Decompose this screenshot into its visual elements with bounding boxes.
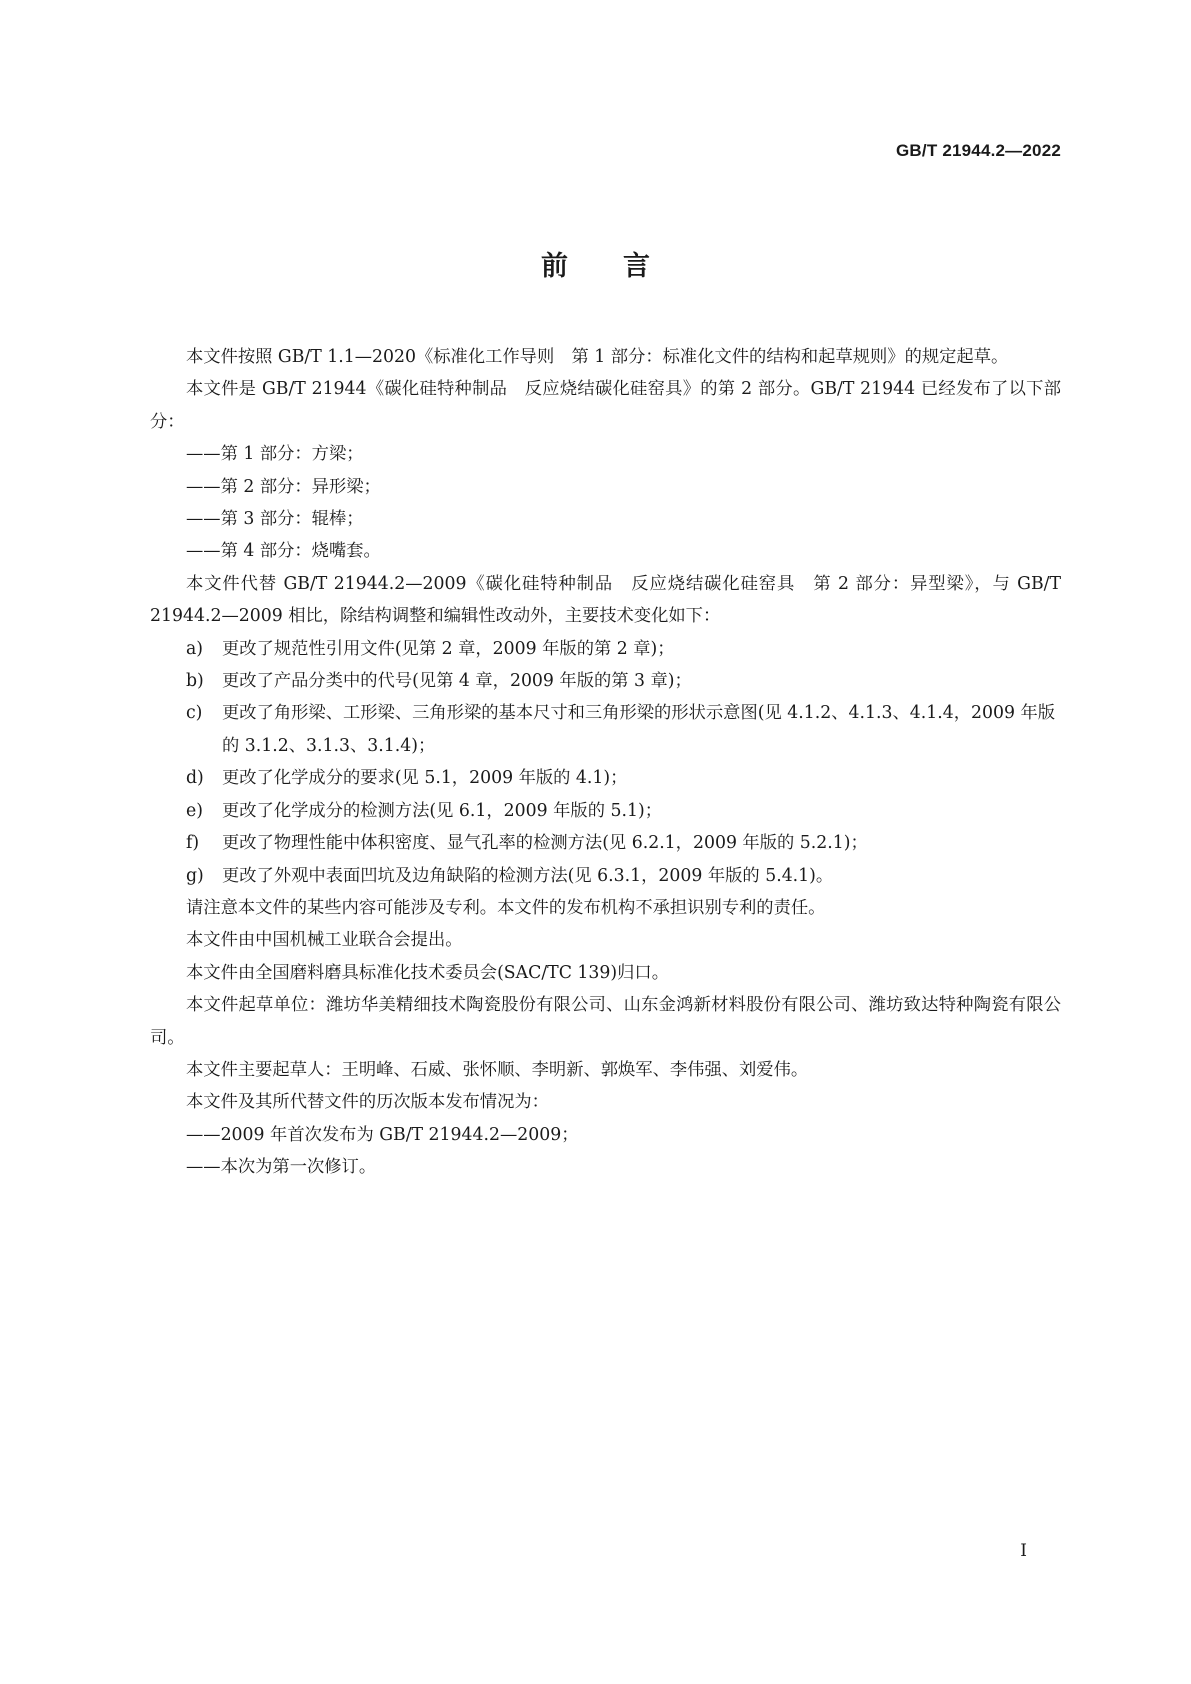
list-text: 更改了化学成分的要求(见 5.1，2009 年版的 4.1)； [222, 768, 628, 789]
list-item-part: ——第 1 部分：方梁； [186, 444, 364, 465]
list-item-history: ——本次为第一次修订。 [186, 1157, 377, 1178]
list-item-change [150, 762, 1061, 794]
page-number: I [1020, 1541, 1027, 1561]
list-item-change [150, 633, 1061, 665]
list-item-change [150, 827, 1061, 859]
list-marker: f) [186, 833, 200, 854]
foreword-body [150, 341, 1061, 1184]
list-marker: c) [186, 703, 203, 724]
list-item-part: ——第 2 部分：异形梁； [186, 476, 381, 497]
list-text: 更改了外观中表面凹坑及边角缺陷的检测方法(见 6.3.1，2009 年版的 5.4.1)。 [222, 865, 834, 886]
list-marker: g) [186, 865, 204, 886]
list-item-change [150, 665, 1061, 697]
paragraph-proposer: 本文件由中国机械工业联合会提出。 [186, 930, 463, 951]
list-marker: d) [186, 768, 204, 789]
list-item-part: ——第 4 部分：烧嘴套。 [186, 541, 381, 562]
paragraph-drafting-units: 本文件起草单位：潍坊华美精细技术陶瓷股份有限公司、山东金鸿新材料股份有限公司、潍坊致达特种陶瓷有限公司。 [150, 995, 1061, 1048]
list-text: 更改了物理性能中体积密度、显气孔率的检测方法(见 6.2.1，2009 年版的 5.2.1)； [222, 833, 868, 854]
list-item-change [150, 795, 1061, 827]
list-item-change [150, 697, 1061, 762]
paragraph-patent-notice: 请注意本文件的某些内容可能涉及专利。本文件的发布机构不承担识别专利的责任。 [186, 897, 826, 918]
list-text: 更改了角形梁、工形梁、三角形梁的基本尺寸和三角形梁的形状示意图(见 4.1.2、4.1.3、4.1.4，2009 年版的 3.1.2、3.1.3、3.1.4)； [222, 703, 1056, 756]
list-text: 更改了化学成分的检测方法(见 6.1，2009 年版的 5.1)； [222, 800, 662, 821]
list-marker: a) [186, 638, 204, 659]
list-item-part: ——第 3 部分：辊棒； [186, 509, 364, 530]
paragraph-committee: 本文件由全国磨料磨具标准化技术委员会(SAC/TC 139)归口。 [186, 962, 669, 983]
list-item-history: ——2009 年首次发布为 GB/T 21944.2—2009； [186, 1124, 579, 1145]
paragraph-version-history: 本文件及其所代替文件的历次版本发布情况为： [186, 1092, 549, 1113]
paragraph-drafting-rules: 本文件按照 GB/T 1.1—2020《标准化工作导则 第 1 部分：标准化文件的结构和起草规则》的规定起草。 [186, 347, 1009, 367]
standard-code: GB/T 21944.2—2022 [896, 141, 1061, 160]
list-marker: b) [186, 671, 204, 692]
paragraph-drafters: 本文件主要起草人：王明峰、石威、张怀顺、李明新、郭焕军、李伟强、刘爱伟。 [186, 1059, 809, 1080]
list-marker: e) [186, 800, 203, 821]
list-text: 更改了产品分类中的代号(见第 4 章，2009 年版的第 3 章)； [222, 671, 692, 692]
page-title: 前言 [541, 251, 705, 282]
list-text: 更改了规范性引用文件(见第 2 章，2009 年版的第 2 章)； [222, 638, 675, 659]
paragraph-replacement: 本文件代替 GB/T 21944.2—2009《碳化硅特种制品 反应烧结碳化硅窑具 第 2 部分：异型梁》，与 GB/T 21944.2—2009 相比，除结构调整和编辑性改动外，主要技术变化如下： [150, 573, 1061, 627]
list-item-change [150, 860, 1061, 892]
paragraph-series-intro: 本文件是 GB/T 21944《碳化硅特种制品 反应烧结碳化硅窑具》的第 2 部分。GB/T 21944 已经发布了以下部分： [150, 379, 1061, 432]
